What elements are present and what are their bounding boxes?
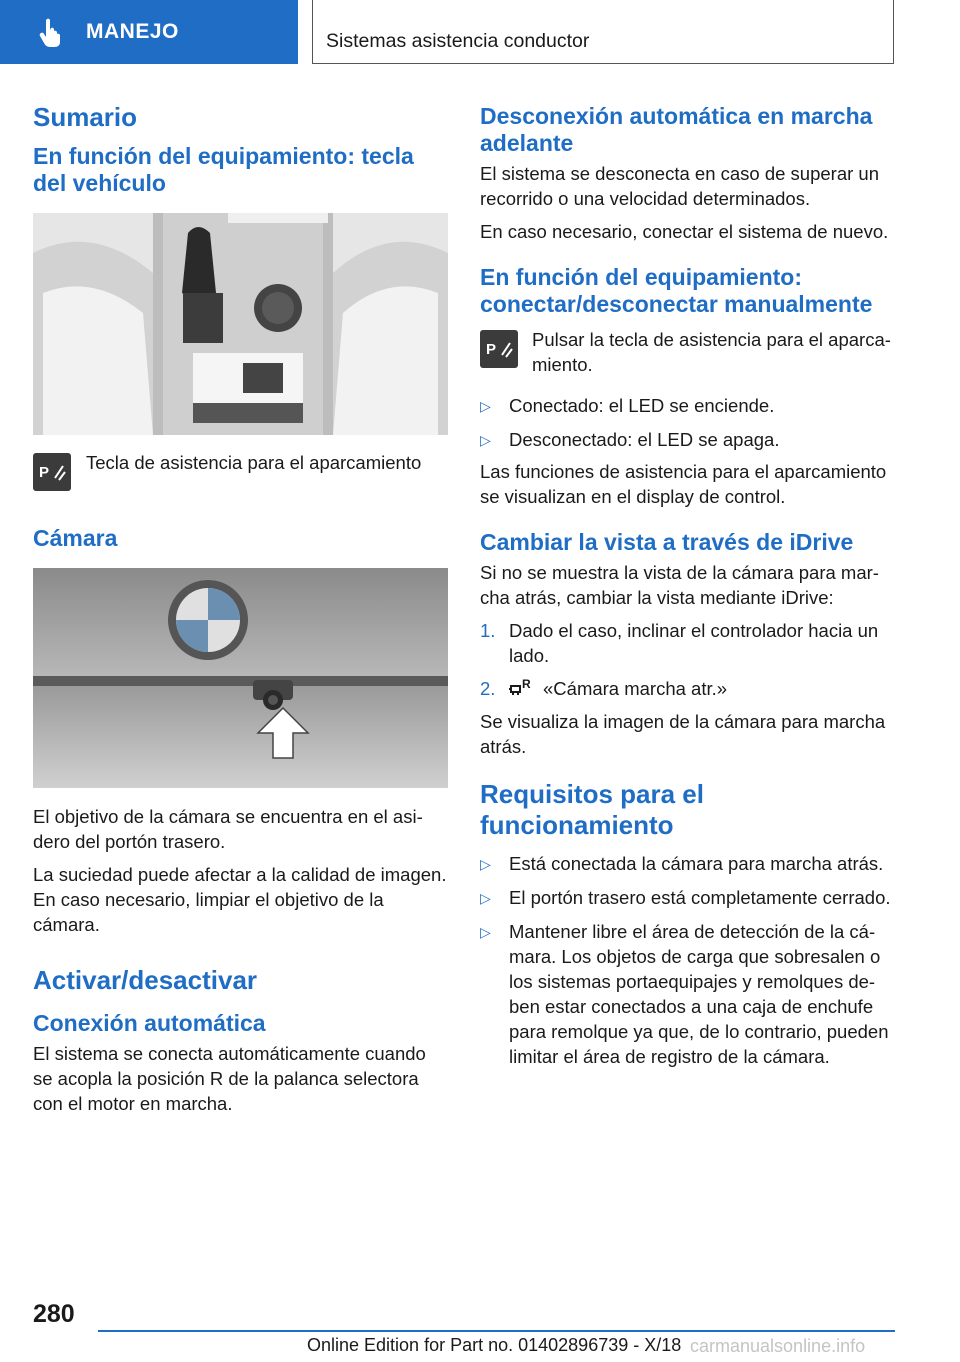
heading-tecla: En función del equipamiento: tecla del vehículo	[33, 143, 414, 196]
svg-text:P: P	[486, 341, 497, 358]
step-1: 1. Dado el caso, inclinar el controlador hacia un lado.	[480, 620, 879, 666]
rear-camera-illustration	[33, 568, 448, 788]
park-assist-icon	[33, 453, 71, 491]
p-camara-2: La suciedad puede afectar a la calidad de imagen. En caso necesario, limpiar el objetivo de la cámara.	[33, 864, 447, 935]
right-column	[480, 100, 896, 1069]
page-number: 280	[33, 1300, 75, 1328]
left-column	[33, 100, 448, 1116]
hand-steering-icon	[38, 17, 66, 47]
p-visualiza: Se visualiza la imagen de la cámara para marcha atrás.	[480, 711, 886, 757]
heading-activar: Activar/desactivar	[33, 965, 258, 995]
gear-selector-photo	[33, 213, 448, 435]
p-manual: Pulsar la tecla de asistencia para el aparcamiento.	[532, 329, 891, 375]
footer-rule	[98, 1330, 895, 1332]
section-title: Sistemas asistencia conductor	[326, 30, 590, 52]
list-item: ▷ El portón trasero está completamente cerrado.	[480, 887, 891, 908]
watermark-text: carmanualsonline.info	[690, 1336, 866, 1356]
edition-text: Online Edition for Part no. 01402896739 - X/18	[307, 1335, 682, 1355]
p-desconexion-1: El sistema se desconecta en caso de superar un recorrido o una velocidad determinados.	[480, 163, 880, 209]
p-funciones: Las funciones de asistencia para el aparcamiento se visualizan en el display de control.	[480, 461, 887, 507]
heading-conexion: Conexión automática	[33, 1010, 266, 1036]
section-header	[312, 0, 894, 64]
heading-camara: Cámara	[33, 525, 118, 551]
heading-requisitos: Requisitos para el funcionamiento	[480, 779, 704, 840]
p-conexion: El sistema se conecta automáticamente cuando se acopla la posición R de la palanca selectora con el motor en marcha.	[33, 1043, 426, 1114]
step-2: 2. R «Cámara marcha atr.»	[480, 677, 728, 699]
led-bullet-list	[480, 393, 896, 453]
heading-desconexion: Desconexión automática en marcha adelante	[480, 103, 873, 156]
p-desconexion-2: En caso necesario, conectar el sistema de nuevo.	[480, 221, 889, 242]
chapter-tab[interactable]	[0, 0, 298, 64]
caption-tecla: Tecla de asistencia para el aparcamiento	[86, 452, 422, 473]
page-footer	[0, 1296, 960, 1362]
gear-selector-illustration	[33, 213, 448, 435]
list-item: ▷ Está conectada la cámara para marcha atrás.	[480, 853, 884, 874]
heading-manual: En función del equipamiento: conectar/desconectar manualmente	[480, 264, 873, 317]
chapter-label: MANEJO	[86, 20, 179, 43]
rear-camera-photo	[33, 568, 448, 788]
rear-camera-view-icon	[509, 677, 535, 699]
heading-idrive: Cambiar la vista a través de iDrive	[480, 529, 854, 555]
heading-sumario: Sumario	[33, 102, 138, 132]
park-assist-icon	[480, 330, 518, 368]
p-idrive: Si no se muestra la vista de la cámara para marcha atrás, cambiar la vista mediante iDrive:	[480, 562, 879, 608]
list-item: ▷ Desconectado: el LED se apaga.	[480, 429, 780, 450]
p-camara-1: El objetivo de la cámara se encuentra en el asidero del portón trasero.	[33, 806, 423, 852]
svg-text:P: P	[39, 464, 50, 481]
requisitos-list	[480, 851, 896, 1069]
steps-list	[480, 618, 896, 701]
list-item: ▷ Conectado: el LED se enciende.	[480, 395, 775, 416]
list-item: ▷ Mantener libre el área de detección de la cámara. Los objetos de carga que sobresalen o los sistemas portaequipajes y remolques deben estar conectados a una caja de enchufe para remolque ya que, de lo contrario, pueden limitar el área de registro de la cámara.	[480, 921, 889, 1067]
svg-text:R: R	[522, 677, 531, 691]
